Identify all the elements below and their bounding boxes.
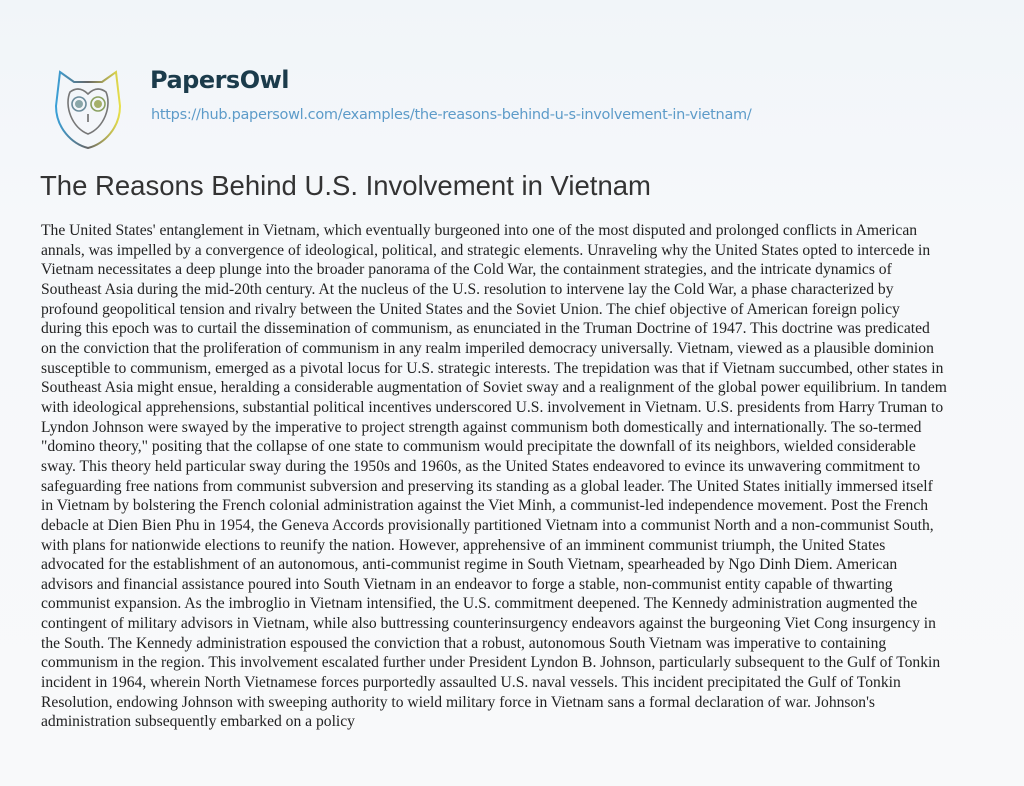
article-line: sway. This theory held particular sway during the 1950s and 1960s, as the United States endeavored to evince its unwavering commitment to	[41, 457, 921, 475]
page-url-link[interactable]: https://hub.papersowl.com/examples/the-reasons-behind-u-s-involvement-in-vietnam/	[151, 107, 752, 123]
article-line: communist expansion. As the imbroglio in Vietnam intensified, the U.S. commitment deepened. The Kennedy administration augmented the	[41, 595, 918, 613]
brand-name: PapersOwl	[150, 66, 290, 94]
article-body	[41, 221, 1001, 732]
article-line: safeguarding free nations from communist subversion and preserving its standing as a global leader. The United States initially immersed itself	[41, 477, 933, 495]
article-line: Southeast Asia might ensue, heralding a considerable augmentation of Soviet sway and a realignment of the global power equilibrium. In tandem	[41, 379, 947, 397]
page-title: The Reasons Behind U.S. Involvement in Vietnam	[40, 170, 651, 201]
article-line: Vietnam necessitates a deep plunge into the broader panorama of the Cold War, the containment strategies, and the intricate dynamics of	[41, 261, 892, 279]
article-line: Lyndon Johnson were swayed by the imperative to project strength against communism both domestically and internationally. The so-termed	[41, 418, 922, 436]
article-line: in Vietnam by bolstering the French colonial administration against the Viet Minh, a communist-led independence movement. Post the French	[41, 497, 929, 515]
article-line: debacle at Dien Bien Phu in 1954, the Geneva Accords provisionally partitioned Vietnam into a communist North and a non-communist South,	[41, 516, 934, 534]
article-line: on the conviction that the proliferation of communism in any realm imperiled democracy universally. Vietnam, viewed as a plausible dominion	[41, 339, 934, 357]
article-line: with ideological apprehensions, substantial political incentives underscored U.S. involvement in Vietnam. U.S. presidents from Harry Truman to	[41, 398, 944, 416]
article-line: with plans for nationwide elections to reunify the nation. However, apprehensive of an imminent communist triumph, the United States	[41, 536, 886, 554]
papersowl-owl-logo-icon	[48, 66, 128, 150]
article-line: Resolution, endowing Johnson with sweeping authority to wield military force in Vietnam sans a formal declaration of war. Johnson's	[41, 693, 875, 711]
article-line: The United States' entanglement in Vietnam, which eventually burgeoned into one of the most disputed and prolonged conflicts in American	[41, 222, 918, 239]
article-line: annals, was impelled by a convergence of ideological, political, and strategic elements. Unraveling why the United States opted to intercede in	[41, 241, 931, 259]
article-line: incident in 1964, wherein North Vietnamese forces purportedly assaulted U.S. naval vessels. This incident precipitated the Gulf of Tonkin	[41, 674, 901, 692]
article-line: the South. The Kennedy administration espoused the conviction that a robust, autonomous South Vietnam was imperative to containing	[41, 634, 887, 652]
article-line: contingent of military advisors in Vietnam, while also buttressing counterinsurgency endeavors against the burgeoning Viet Cong insurgency in	[41, 615, 936, 633]
article-line: advocated for the establishment of an autonomous, anti-communist regime in South Vietnam, spearheaded by Ngo Dinh Diem. American	[41, 556, 898, 574]
article-line: advisors and financial assistance poured into South Vietnam in an endeavor to forge a stable, non-communist entity capable of thwarting	[41, 575, 893, 593]
article-line: susceptible to communism, emerged as a pivotal locus for U.S. strategic interests. The trepidation was that if Vietnam succumbed, other states in	[41, 359, 944, 377]
article-line: Southeast Asia during the mid-20th century. At the nucleus of the U.S. resolution to intervene lay the Cold War, a phase characterized by	[41, 280, 894, 298]
article-line: during this epoch was to curtail the dissemination of communism, as enunciated in the Truman Doctrine of 1947. This doctrine was predicated	[41, 320, 930, 338]
article-line: "domino theory," positing that the collapse of one state to communism would precipitate the downfall of its neighbors, wielded considerable	[41, 438, 916, 456]
article-line: communism in the region. This involvement escalated further under President Lyndon B. Johnson, particularly subsequent to the Gulf of Tonkin	[41, 654, 941, 672]
article-line: administration subsequently embarked on a policy	[41, 713, 355, 731]
article-line: profound geopolitical tension and rivalry between the United States and the Soviet Union. The chief objective of American foreign policy	[41, 300, 900, 318]
